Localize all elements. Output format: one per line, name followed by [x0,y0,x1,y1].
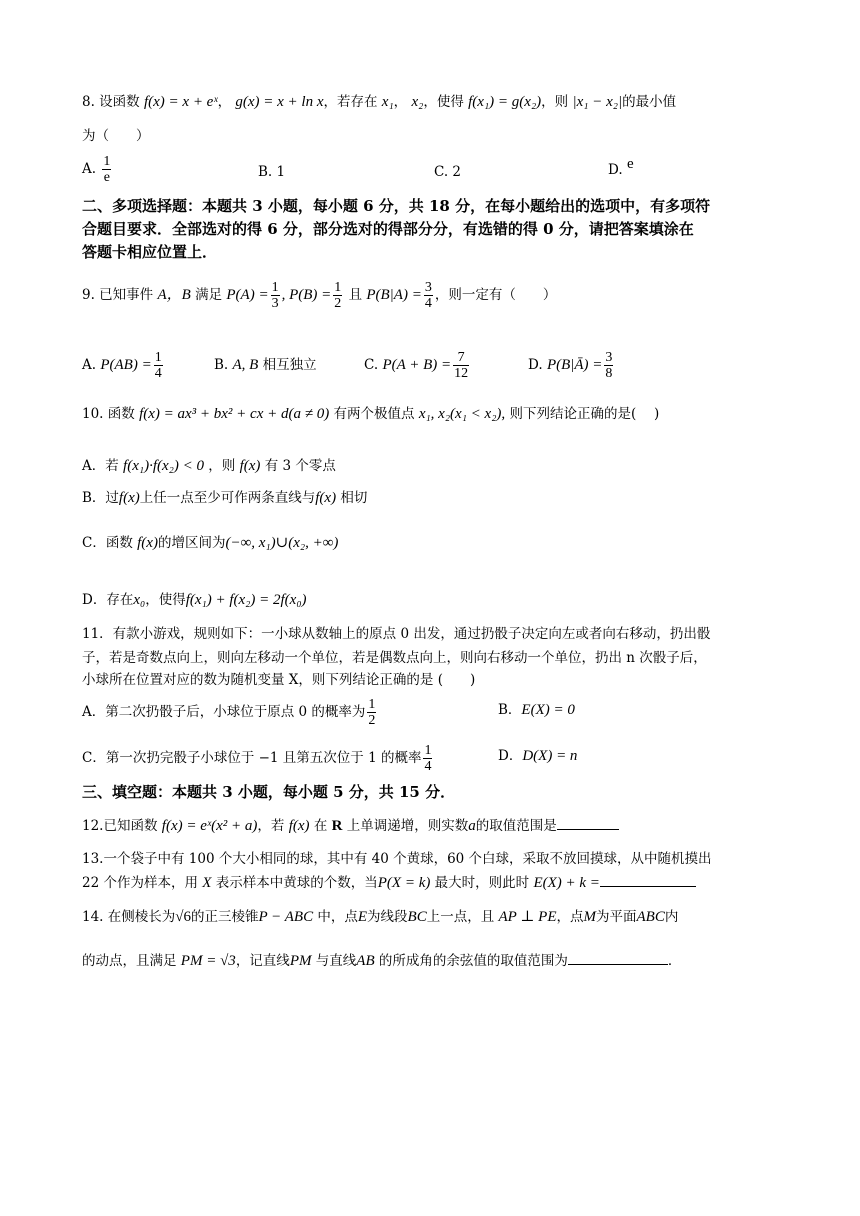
q8-prefix: 8. 设函数 [82,94,140,110]
q10-option-a[interactable]: A．若 f(x₁)·f(x₂) < 0 ，则 f(x) 有 3 个零点 [82,458,336,474]
q14-line1: 14. 在侧棱长为√6的正三棱锥P − ABC 中，点E为线段BC上一点，且 AP ⊥ PE，点M为平面ABC内 [82,909,679,925]
q8-line1: 8. 设函数 f(x) = x + eˣ， g(x) = x + ln x，若存在 x₁， x₂，使得 f(x₁) = g(x₂)，则 |x₁ − x₂|的最小值 [82,94,677,110]
q10-option-c[interactable]: C．函数 f(x)的增区间为(−∞, x₁)∪(x₂, +∞) [82,535,339,551]
q11-option-b[interactable]: B．E(X) = 0 [498,702,575,718]
q8-x2: x₂ [411,94,424,110]
q9-pb-fraction: $\frac{1}{2}$ [334,280,342,311]
q10-option-d[interactable]: D．存在x₀，使得f(x₁) + f(x₂) = 2f(x₀) [82,592,307,608]
q9-option-c[interactable]: C. P(A + B) = $\frac{7}{12}$ [364,350,469,381]
q8-option-c[interactable]: C. 2 [434,164,462,180]
q10-line: 10. 函数 f(x) = ax³ + bx² + cx + d(a ≠ 0) 有两个极值点 x₁, x₂(x₁ < x₂), 则下列结论正确的是( ) [82,406,660,422]
q9-option-a[interactable]: A. P(AB) = $\frac{1}{4}$ [82,350,162,381]
q8-gx-def: g(x) = x + ln x [235,94,324,110]
q11-line2: 子，若是奇数点向上，则向左移动一个单位，若是偶数点向上，则向右移动一个单位，扔出 n 次骰子后， [82,650,707,666]
q8-line2: 为（ ） [82,128,150,144]
q9-pba-fraction: $\frac{3}{4}$ [424,280,432,311]
q9-line: 9. 已知事件 A，B 满足 P(A) = $\frac{1}{3}$ , P(B) = $\frac{1}{2}$ 且 P(B|A) = $\frac{3}{4}$ ，则一定有（ ） [82,280,557,311]
q10-option-b[interactable]: B．过f(x)上任一点至少可作两条直线与f(x) 相切 [82,490,368,506]
q13-line1: 13.一个袋子中有 100 个大小相同的球，其中有 40 个黄球，60 个白球，采取不放回摸球，从中随机摸出 [82,851,712,867]
q8-option-a-fraction: $\frac{1}{e}$ [103,154,111,185]
q13-answer-blank[interactable] [600,872,696,887]
q11-line3: 小球所在位置对应的数为随机变量 X，则下列结论正确的是 ( ) [82,672,476,688]
q8-fx-def: f(x) = x + eˣ [143,94,218,110]
q9-option-b[interactable]: B. A, B 相互独立 [214,357,317,373]
q8-option-d[interactable]: D. e [608,156,634,178]
q8-equation: f(x₁) = g(x₂) [468,94,542,110]
q8-option-a[interactable]: A. $\frac{1}{e}$ [82,154,111,185]
q11-line1: 11．有款小游戏，规则如下：一小球从数轴上的原点 0 出发，通过扔骰子决定向左或者向右移动，扔出骰 [82,626,711,642]
q11-option-c[interactable]: C．第一次扔完骰子小球位于 −1 且第五次位于 1 的概率 $\frac{1}{4}$ [82,743,432,774]
q13-line2: 22 个作为样本，用 X 表示样本中黄球的个数，当P(X = k) 最大时，则此时 E(X) + k = [82,872,696,893]
q8-abs: |x₁ − x₂| [572,94,623,110]
q8-option-b[interactable]: B. 1 [258,164,286,180]
section2-heading-line2: 合题目要求．全部选对的得 6 分，部分选对的得部分分，有选错的得 0 分，请把答案填涂在 [82,220,694,238]
q8-x1: x₁ [381,94,394,110]
q9-option-d[interactable]: D. P(B|Ā) = $\frac{3}{8}$ [528,350,613,381]
section2-heading-line1: 二、多项选择题：本题共 3 小题，每小题 6 分，共 18 分，在每小题给出的选项中，有多项符 [82,197,711,215]
q12-answer-blank[interactable] [557,815,619,830]
section3-heading: 三、填空题：本题共 3 小题，每小题 5 分，共 15 分． [82,783,456,801]
q9-pa-fraction: $\frac{1}{3}$ [271,280,279,311]
q12-line: 12.已知函数 f(x) = eˣ(x² + a)，若 f(x) 在 R 上单调递增，则实数a的取值范围是 [82,815,619,836]
section2-heading-line3: 答题卡相应位置上． [82,243,218,261]
q14-answer-blank[interactable] [568,950,668,965]
q14-line2: 的动点，且满足 PM = √3，记直线PM 与直线AB 的所成角的余弦值的取值范围为 ． [82,950,681,971]
q11-option-d[interactable]: D．D(X) = n [498,748,578,764]
q11-option-a[interactable]: A．第二次扔骰子后，小球位于原点 0 的概率为 $\frac{1}{2}$ [82,697,376,728]
